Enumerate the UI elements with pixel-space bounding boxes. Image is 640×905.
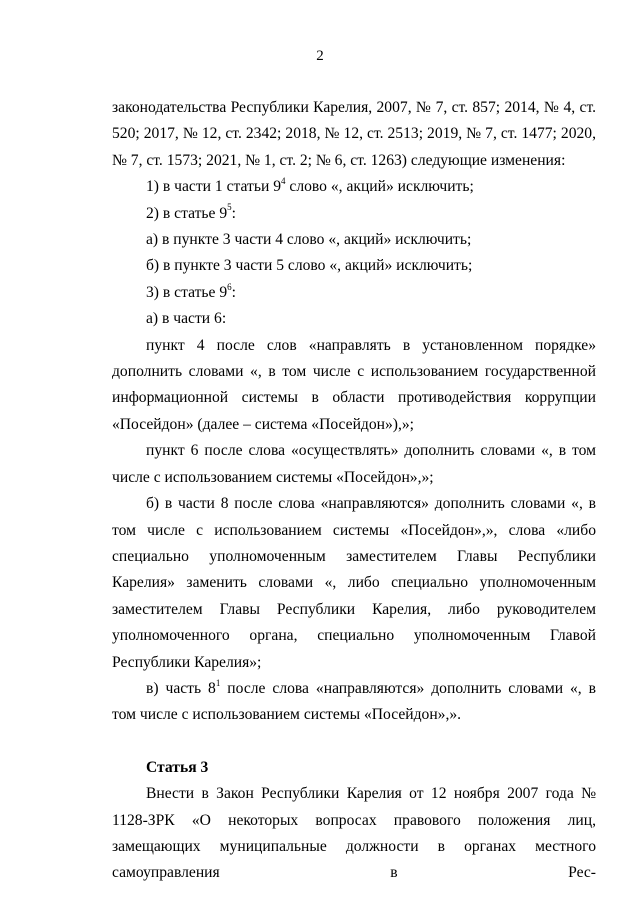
superscript-5: 5 [227,202,232,213]
paragraph-item-3c [112,676,596,729]
paragraph-item-3-tail: : [231,283,236,301]
superscript-1: 1 [215,677,221,688]
paragraph-item-2-tail: : [231,204,236,222]
document-body [112,95,596,887]
paragraph-item-1-text: 1) в части 1 статьи 9 [146,178,281,196]
paragraph-item-3c-tail: после слова «направляются» дополнить словами «, в том числе с использованием системы «Посейдон»,». [112,679,596,724]
paragraph-item-2b: б) в пункте 3 части 5 слово «, акций» исключить; [146,257,473,275]
section-spacer [112,729,596,755]
superscript-6: 6 [227,281,232,292]
paragraph-item-3a: а) в части 6: [146,310,227,328]
paragraph-item-2-text: 2) в статье 9 [146,204,228,222]
paragraph-item-3b: б) в части 8 после слова «направляются» дополнить словами «, в том числе с использованием системы «Посейдон»,», слова «либо специально уполномоченным заместителем Главы Республики Карелия» заменить словами «, либо специально уполномоченным заместителем Главы Республики Карелия, либо руководителем уполномоченного органа, специально уполномоченным Главой Республики Карелия»; [112,495,596,671]
paragraph-item-2a: а) в пункте 3 части 4 слово «, акций» исключить; [146,231,472,249]
superscript-4: 4 [281,176,286,187]
paragraph-item-2 [112,201,596,227]
page-number: 2 [316,48,324,64]
paragraph-item-3-text: 3) в статье 9 [146,283,228,301]
paragraph-item-1 [112,174,596,200]
paragraph-intro: законодательства Республики Карелия, 2007, № 7, ст. 857; 2014, № 4, ст. 520; 2017, № 12, ст. 2342; 2018, № 12, ст. 2513; 2019, № 7, ст. 1477; 2020, № 7, ст. 1573; 2021, № 1, ст. 2; № 6, ст. 1263) следующие изменения: [112,99,596,169]
paragraph-item-3c-text: в) часть 8 [146,679,216,697]
paragraph-article-3: Внести в Закон Республики Карелия от 12 ноября 2007 года № 1128-ЗРК «О некоторых вопросах правового положения лиц, замещающих муниципальные должности в органах местного самоуправления в Рес- [112,785,596,882]
paragraph-item-1-tail: слово «, акций» исключить; [285,178,474,196]
article-heading: Статья 3 [146,758,209,776]
paragraph-point-4: пункт 4 после слов «направлять в установленном порядке» дополнить словами «, в том числе с использованием государственной информационной системы в области противодействия коррупции «Посейдон» (далее – система «Посейдон»),»; [112,336,596,433]
paragraph-point-6: пункт 6 после слова «осуществлять» дополнить словами «, в том числе с использованием системы «Посейдон»,»; [112,442,596,486]
paragraph-item-3 [112,280,596,306]
